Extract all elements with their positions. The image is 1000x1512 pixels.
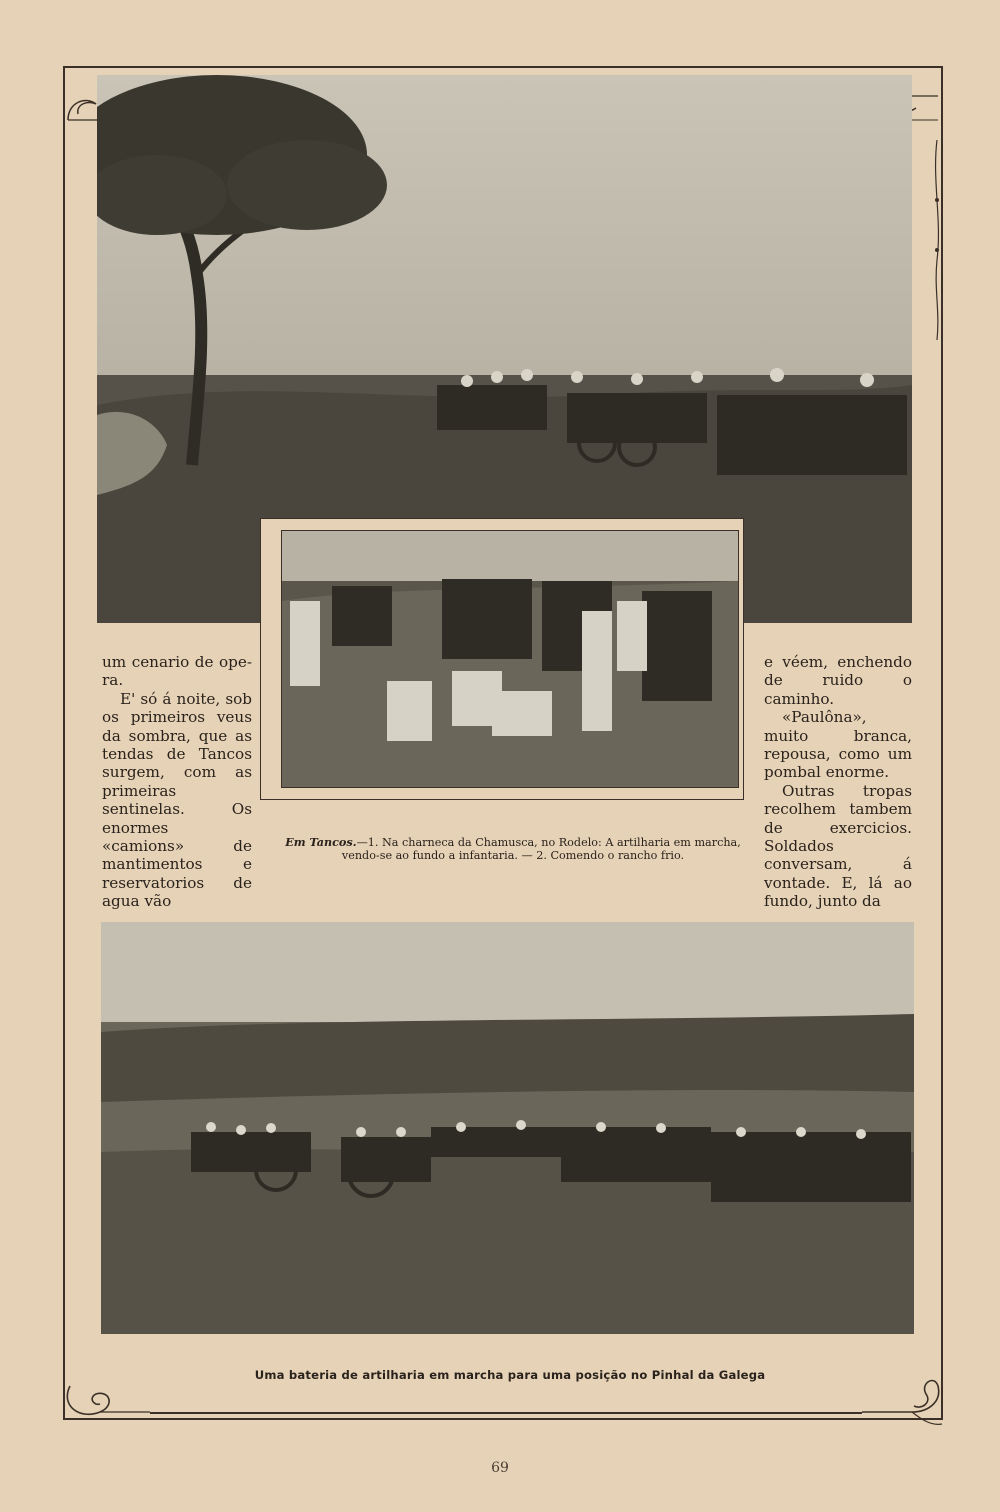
paragraph: E' só á noite, sob os primeiros veus da sombra, que as tendas de Tancos surgem, com as primeiras sentinelas. Os enormes «camions» de mantimentos e reservatorios de agua vão <box>102 689 252 911</box>
caption-bottom-photo: Uma bateria de artilharia em marcha para uma posição no Pinhal da Galega <box>254 1368 766 1382</box>
ornament-top-left <box>66 92 100 122</box>
bottom-rule <box>150 1412 862 1414</box>
caption-text: —1. Na charneca da Chamusca, no Rodelo: A artilharia em marcha, vendo-se ao fundo a infantaria. — 2. Comendo o rancho frio. <box>341 836 741 862</box>
paragraph: «Paulôna», muito branca, repousa, como um pombal enorme. <box>764 708 912 782</box>
ornament-bottom-left <box>60 1376 150 1422</box>
ornament-right-side <box>926 140 948 340</box>
photo-battery-pinhal-galega <box>101 922 914 1334</box>
caption-inset-photos <box>283 836 743 862</box>
page-number: 69 <box>491 1460 509 1476</box>
text-column-right <box>764 653 912 911</box>
ornament-bottom-right <box>862 1376 948 1430</box>
paragraph: Outras tropas recolhem tambem de exercicios. Soldados conversam, á vontade. E, lá ao fundo, junto da <box>764 781 912 911</box>
paragraph: e véem, enchendo de ruido o caminho. <box>764 653 912 708</box>
text-column-left <box>102 653 252 911</box>
photo-cold-ration <box>281 530 739 788</box>
paragraph: um cenario de ope-ra. <box>102 653 252 690</box>
caption-lead: Em Tancos. <box>285 835 357 849</box>
